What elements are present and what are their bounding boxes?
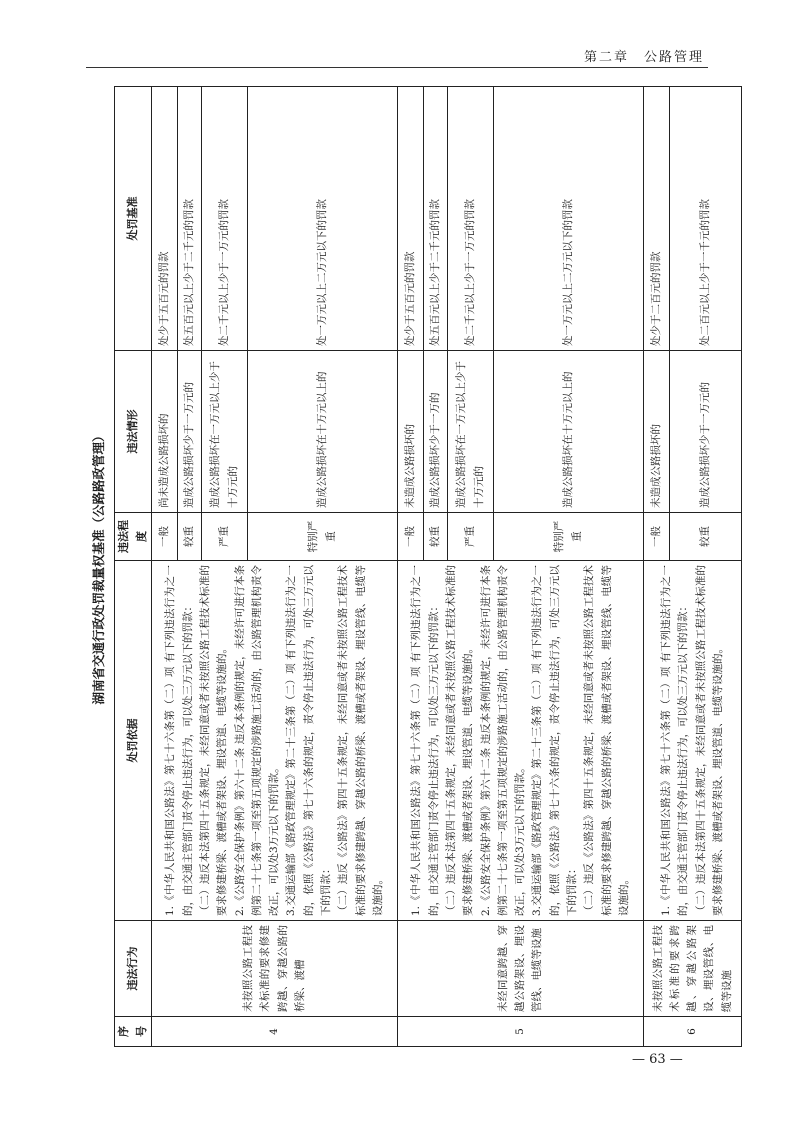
violation-case: 未造成公路损坏的 bbox=[644, 351, 670, 513]
violation-case: 未造成公路损坏的 bbox=[398, 351, 424, 513]
basis-paragraph: （二）违反《公路法》第四十五条规定，未经同意或者未按照公路工程技术标准的要求修建跨越、穿越公路的桥梁、渡槽或者架设、埋设管线、电缆等设施的。 bbox=[583, 565, 630, 916]
severity-level: 特别严重 bbox=[494, 513, 644, 561]
basis-paragraph: 3.交通运输部《路政管理规定》第二十三条第（二）项 有下列违法行为之一的，依照《公路法》第七十六条的规定，责令停止违法行为，可处三万元以下的罚款： bbox=[285, 565, 333, 916]
row-number: 4 bbox=[152, 1017, 398, 1047]
page-header bbox=[86, 38, 708, 68]
penalty-standard: 处少于五百元的罚款 bbox=[152, 87, 178, 351]
table-caption: 湖南省交通行政处罚裁量权基准（公路路政管理） bbox=[91, 429, 106, 705]
violation-case: 造成公路损坏少于一万的 bbox=[424, 351, 448, 513]
violation-act: 未经同意跨越、穿越公路架设、埋设管线、电缆等设施 bbox=[398, 921, 644, 1017]
severity-level: 较重 bbox=[424, 513, 448, 561]
table-row bbox=[152, 87, 178, 1047]
basis-paragraph: 1.《中华人民共和国公路法》第七十六条第（二）项 有下列违法行为之一的，由交通主管部门责令停止违法行为，可以处三万元以下的罚款： bbox=[164, 565, 194, 916]
severity-level: 一般 bbox=[398, 513, 424, 561]
col-no-header: 序号 bbox=[115, 1017, 152, 1047]
violation-case: 造成公路损坏在一万元以上少于十万元的 bbox=[448, 351, 494, 513]
row-number: 6 bbox=[644, 1017, 742, 1047]
basis-paragraph: （二）违反本法第四十五条规定，未经同意或者未按照公路工程技术标准的要求修建桥梁、渡槽或者架设、埋设管道、电缆等设施的。 bbox=[694, 565, 725, 916]
severity-level: 一般 bbox=[152, 513, 178, 561]
penalty-basis bbox=[152, 561, 398, 921]
penalty-standard: 处二百元以上少于一千元的罚款 bbox=[670, 87, 742, 351]
violation-case: 造成公路损坏少于一万元的 bbox=[670, 351, 742, 513]
violation-case: 造成公路损坏在一万元以上少于十万元的 bbox=[202, 351, 248, 513]
basis-paragraph: 3.交通运输部《路政管理规定》第二十三条第（二）项 有下列违法行为之一的，依照《公路法》第七十六条的规定，责令停止违法行为，可处三万元以下的罚款： bbox=[531, 565, 579, 916]
severity-level: 严重 bbox=[448, 513, 494, 561]
violation-case: 造成公路损坏在十万元以上的 bbox=[248, 351, 398, 513]
penalty-standard: 处一万元以上二万元以下的罚款 bbox=[248, 87, 398, 351]
penalty-basis bbox=[644, 561, 742, 921]
penalty-standard: 处少于二百元的罚款 bbox=[644, 87, 670, 351]
penalty-standard: 处少于五百元的罚款 bbox=[398, 87, 424, 351]
basis-paragraph: （二）违反本法第四十五条规定，未经同意或者未按照公路工程技术标准的要求修建桥梁、渡槽或者架设、埋设管道、电缆等设施的。 bbox=[444, 565, 475, 916]
chapter-title: 第二章 公路管理 bbox=[583, 50, 704, 65]
col-standard-header: 处罚基准 bbox=[115, 87, 152, 351]
row-number: 5 bbox=[398, 1017, 644, 1047]
col-case-header: 违法情形 bbox=[115, 351, 152, 513]
penalty-basis bbox=[398, 561, 644, 921]
table-row bbox=[398, 87, 424, 1047]
severity-level: 特别严重 bbox=[248, 513, 398, 561]
severity-level: 较重 bbox=[670, 513, 742, 561]
penalty-standard: 处五百元以上少于二千元的罚款 bbox=[178, 87, 202, 351]
page-number: — 63 — bbox=[632, 1052, 683, 1067]
violation-act: 未按照公路工程技术标准的要求跨越、穿越公路架设、埋设管线、电缆等设施 bbox=[644, 921, 742, 1017]
severity-level: 严重 bbox=[202, 513, 248, 561]
header-rule bbox=[86, 67, 708, 68]
rotated-table-area bbox=[87, 87, 733, 1047]
basis-paragraph: （二）违反《公路法》第四十五条规定，未经同意或者未按照公路工程技术标准的要求修建跨越、穿越公路的桥梁、渡槽或者架设、埋设管线、电缆等设施的。 bbox=[337, 565, 384, 916]
penalty-standard: 处一万元以上二万元以下的罚款 bbox=[494, 87, 644, 351]
table-header-row bbox=[115, 87, 152, 1047]
basis-paragraph: 1.《中华人民共和国公路法》第七十六条第（二）项 有下列违法行为之一的，由交通主管部门责令停止违法行为，可以处三万元以下的罚款： bbox=[410, 565, 440, 916]
penalty-standard: 处二千元以上少于一万元的罚款 bbox=[448, 87, 494, 351]
col-level-header: 违法程度 bbox=[115, 513, 152, 561]
penalty-standard: 处二千元以上少于一万元的罚款 bbox=[202, 87, 248, 351]
basis-paragraph: 1.《中华人民共和国公路法》第七十六条第（二）项 有下列违法行为之一的，由交通主管部门责令停止违法行为，可以处三万元以下的罚款： bbox=[660, 565, 690, 916]
basis-paragraph: （二）违反本法第四十五条规定，未经同意或者未按照公路工程技术标准的要求修建桥梁、渡槽或者架设、埋设管道、电缆等设施的。 bbox=[198, 565, 229, 916]
basis-paragraph: 2.《公路安全保护条例》第六十二条 违反本条例的规定，未经许可进行本条例第二十七条第一项至第五项规定的涉路施工活动的，由公路管理机构责令改正，可以处3万元以下的罚款。 bbox=[233, 565, 281, 916]
violation-case: 造成公路损坏少于一万元的 bbox=[178, 351, 202, 513]
col-act-header: 违法行为 bbox=[115, 921, 152, 1017]
penalty-table bbox=[114, 86, 742, 1047]
severity-level: 较重 bbox=[178, 513, 202, 561]
severity-level: 一般 bbox=[644, 513, 670, 561]
table-row bbox=[644, 87, 670, 1047]
violation-case: 尚未造成公路损坏的 bbox=[152, 351, 178, 513]
violation-case: 造成公路损坏在十万元以上的 bbox=[494, 351, 644, 513]
basis-paragraph: 2.《公路安全保护条例》第六十二条 违反本条例的规定，未经许可进行本条例第二十七条第一项至第五项规定的涉路施工活动的，由公路管理机构责令改正，可以处3万元以下的罚款。 bbox=[479, 565, 527, 916]
penalty-standard: 处五百元以上少于二千元的罚款 bbox=[424, 87, 448, 351]
violation-act: 未按照公路工程技术标准的要求修建跨越、穿越公路的桥梁、渡槽 bbox=[152, 921, 398, 1017]
col-basis-header: 处罚依据 bbox=[115, 561, 152, 921]
